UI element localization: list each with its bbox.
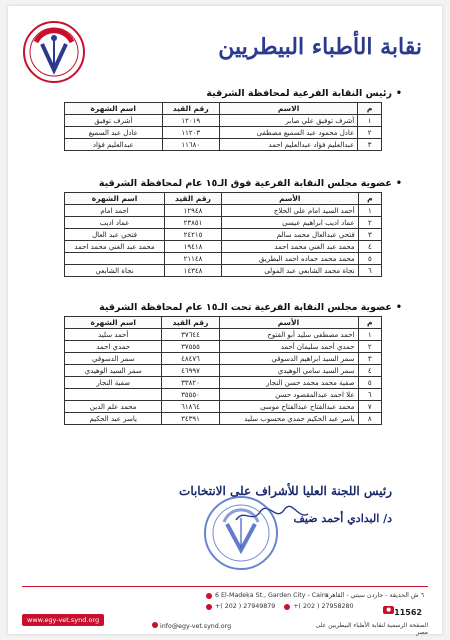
cell-fame: أحمد سليد xyxy=(65,329,162,341)
table-header-row xyxy=(65,103,382,115)
footer-divider xyxy=(22,586,428,587)
column-header: الاسم xyxy=(219,103,357,115)
over15-table xyxy=(64,192,382,277)
cell-num: ٢ xyxy=(358,127,382,139)
table-row xyxy=(65,229,382,241)
cell-name: عادل محمود عبد السميع مصطفى xyxy=(219,127,357,139)
cell-num: ٥ xyxy=(358,377,381,389)
cell-num: ١ xyxy=(358,205,381,217)
cell-reg: ٤٦٩٩٧ xyxy=(162,365,219,377)
cell-fame: سمر الدسوقي xyxy=(65,353,162,365)
cell-num: ٣ xyxy=(358,139,382,151)
section3-title: •عضوية مجلس النقابة الفرعية تحت الـ١٥ عام لمحافظة الشرقية xyxy=(99,302,402,313)
president-table xyxy=(64,102,382,151)
cell-num: ١ xyxy=(358,115,382,127)
syndicate-logo xyxy=(22,20,86,84)
cell-num: ٤ xyxy=(358,241,381,253)
cell-name: أحمد السيد امام علي الحلاج xyxy=(221,205,358,217)
location-icon xyxy=(206,593,212,599)
cell-num: ٣ xyxy=(358,229,381,241)
cell-name: محمد عبد الغني محمد احمد xyxy=(221,241,358,253)
cell-reg: ٤٨٤٧٦ xyxy=(162,353,219,365)
cell-fame: صفية النجار xyxy=(65,377,162,389)
table-row xyxy=(65,413,382,425)
column-header: م xyxy=(358,193,381,205)
cell-num: ٨ xyxy=(358,413,381,425)
email-link[interactable]: info@egy-vet.synd.org xyxy=(152,622,231,630)
table-row xyxy=(65,401,382,413)
cell-reg: ٢٤٢١٥ xyxy=(165,229,222,241)
phone-icon xyxy=(206,604,212,610)
cell-num: ٥ xyxy=(358,253,381,265)
cell-name: سمر السيد ابراهيم الدسوقي xyxy=(219,353,358,365)
cell-fame: احمد امام xyxy=(65,205,165,217)
cell-fame xyxy=(65,253,165,265)
bullet-icon: • xyxy=(395,178,402,189)
column-header: م xyxy=(358,317,381,329)
cell-reg: ١٢٩٤٨ xyxy=(165,205,222,217)
website-link[interactable]: www.egy-vet.synd.org xyxy=(22,614,104,626)
cell-reg: ١٤٣٤٨ xyxy=(165,265,222,277)
table-header-row xyxy=(65,317,382,329)
cell-name: محمد عبدالفتاح عبدالفتاح موسى xyxy=(219,401,358,413)
social-page: الصفحة الرسمية لنقابة الأطباء البيطريين على مصر xyxy=(315,622,428,636)
cell-reg: ٣٥٥٥٠ xyxy=(162,389,219,401)
cell-num: ١ xyxy=(358,329,381,341)
column-header: اسم الشهرة xyxy=(65,193,165,205)
cell-fame: نجاة الشابعي xyxy=(65,265,165,277)
cell-name: حمدي أحمد سليمان أحمد xyxy=(219,341,358,353)
cell-num: ٧ xyxy=(358,401,381,413)
cell-fame: عماد اديب xyxy=(65,217,165,229)
cell-num: ٣ xyxy=(358,353,381,365)
cell-reg: ٣٧٥٥٥ xyxy=(162,341,219,353)
cell-fame: عبدالعليم فؤاد xyxy=(65,139,163,151)
cell-reg: ١٩٤١٨ xyxy=(165,241,222,253)
phone-icon xyxy=(284,604,290,610)
table-row xyxy=(65,253,382,265)
cell-fame: ياسر عبد الحكيم xyxy=(65,413,162,425)
address-en: 6 El-Madeka St., Garden City - Cairo xyxy=(215,592,329,599)
column-header: اسم الشهرة xyxy=(65,103,163,115)
table-row xyxy=(65,341,382,353)
cell-num: ٢ xyxy=(358,217,381,229)
cell-name: علا احمد عبدالمقصود حسن xyxy=(219,389,358,401)
section1-title: •رئيس النقابة الفرعية لمحافظة الشرقية xyxy=(206,88,402,99)
column-header: اسم الشهرة xyxy=(65,317,162,329)
cell-name: عبدالعليم فؤاد عبدالعليم احمد xyxy=(219,139,357,151)
column-header: الأسم xyxy=(221,193,358,205)
table-row xyxy=(65,241,382,253)
cell-name: فتحي عبدالعال محمد سالم xyxy=(221,229,358,241)
cell-num: ٤ xyxy=(358,365,381,377)
signatory-name: د/ البدادي أحمد ضيف xyxy=(293,512,392,525)
table-row xyxy=(65,217,382,229)
cell-name: ياسر عبد الحكيم حمدي محسوب سليد xyxy=(219,413,358,425)
org-title: نقابة الأطباء البيطريين xyxy=(218,34,422,60)
bullet-icon: • xyxy=(395,88,402,99)
phone-2: +( 202 ) 27958280 xyxy=(293,603,354,610)
table-row xyxy=(65,127,382,139)
under15-table xyxy=(64,316,382,425)
table-row xyxy=(65,329,382,341)
cell-name: نجاة محمد الشابعي عبد المولى xyxy=(221,265,358,277)
table-row xyxy=(65,365,382,377)
document-page xyxy=(8,6,442,634)
postal-code: 11562 xyxy=(394,608,422,617)
cell-fame: محمد علم الدين xyxy=(65,401,162,413)
phone-1: +( 202 ) 27949879 xyxy=(215,603,276,610)
brand-badge: ● xyxy=(383,606,394,614)
cell-reg: ١١٦٨٠ xyxy=(162,139,219,151)
cell-name: سمر السيد سامي الوهيدي xyxy=(219,365,358,377)
cell-name: صفية محمد محمد حسن النجار xyxy=(219,377,358,389)
table-row xyxy=(65,205,382,217)
table-row xyxy=(65,265,382,277)
table-row xyxy=(65,139,382,151)
email-icon xyxy=(152,622,158,628)
cell-name: محمد محمد حماده احمد البطريق xyxy=(221,253,358,265)
column-header: رقم القيد xyxy=(162,317,219,329)
table-row xyxy=(65,353,382,365)
committee-title: رئيس اللجنة العليا للأشراف على الانتخابات xyxy=(179,484,392,498)
cell-num: ٦ xyxy=(358,265,381,277)
column-header: الأسم xyxy=(219,317,358,329)
column-header: م xyxy=(358,103,382,115)
table-header-row xyxy=(65,193,382,205)
cell-name: عماد اديب ابراهيم عيسى xyxy=(221,217,358,229)
address-ar: ٦ ش الحديقة - جاردن سيتي - القاهرة xyxy=(325,592,424,599)
bullet-icon: • xyxy=(395,302,402,313)
cell-fame: أشرف توفيق xyxy=(65,115,163,127)
column-header: رقم القيد xyxy=(162,103,219,115)
cell-reg: ٢٣٨٥١ xyxy=(165,217,222,229)
cell-name: أشرف توفيق علي صابر xyxy=(219,115,357,127)
cell-fame: محمد عبد الغني محمد احمد xyxy=(65,241,165,253)
cell-num: ٦ xyxy=(358,389,381,401)
cell-reg: ٣٣٨٢٠ xyxy=(162,377,219,389)
column-header: رقم القيد xyxy=(165,193,222,205)
cell-reg: ٣٤٣٩١ xyxy=(162,413,219,425)
cell-reg: ٣٧٦٤٤ xyxy=(162,329,219,341)
cell-reg: ٢١١٤٨ xyxy=(165,253,222,265)
table-row xyxy=(65,389,382,401)
cell-fame: عادل عبد السميع xyxy=(65,127,163,139)
cell-fame: حمدي احمد xyxy=(65,341,162,353)
cell-num: ٢ xyxy=(358,341,381,353)
table-row xyxy=(65,115,382,127)
cell-reg: ١٢٠١٩ xyxy=(162,115,219,127)
cell-name: احمد مصطفى سليد أبو الفتوح xyxy=(219,329,358,341)
section2-title: •عضوية مجلس النقابة الفرعية فوق الـ١٥ عام لمحافظة الشرقية xyxy=(98,178,402,189)
cell-fame: فتحي عبد العال xyxy=(65,229,165,241)
official-stamp xyxy=(202,494,280,572)
cell-fame: سمر السيد الوهيدي xyxy=(65,365,162,377)
footer xyxy=(22,590,428,636)
cell-reg: ١١٢٠٣ xyxy=(162,127,219,139)
cell-fame xyxy=(65,389,162,401)
cell-reg: ٦١٨٦٤ xyxy=(162,401,219,413)
table-row xyxy=(65,377,382,389)
